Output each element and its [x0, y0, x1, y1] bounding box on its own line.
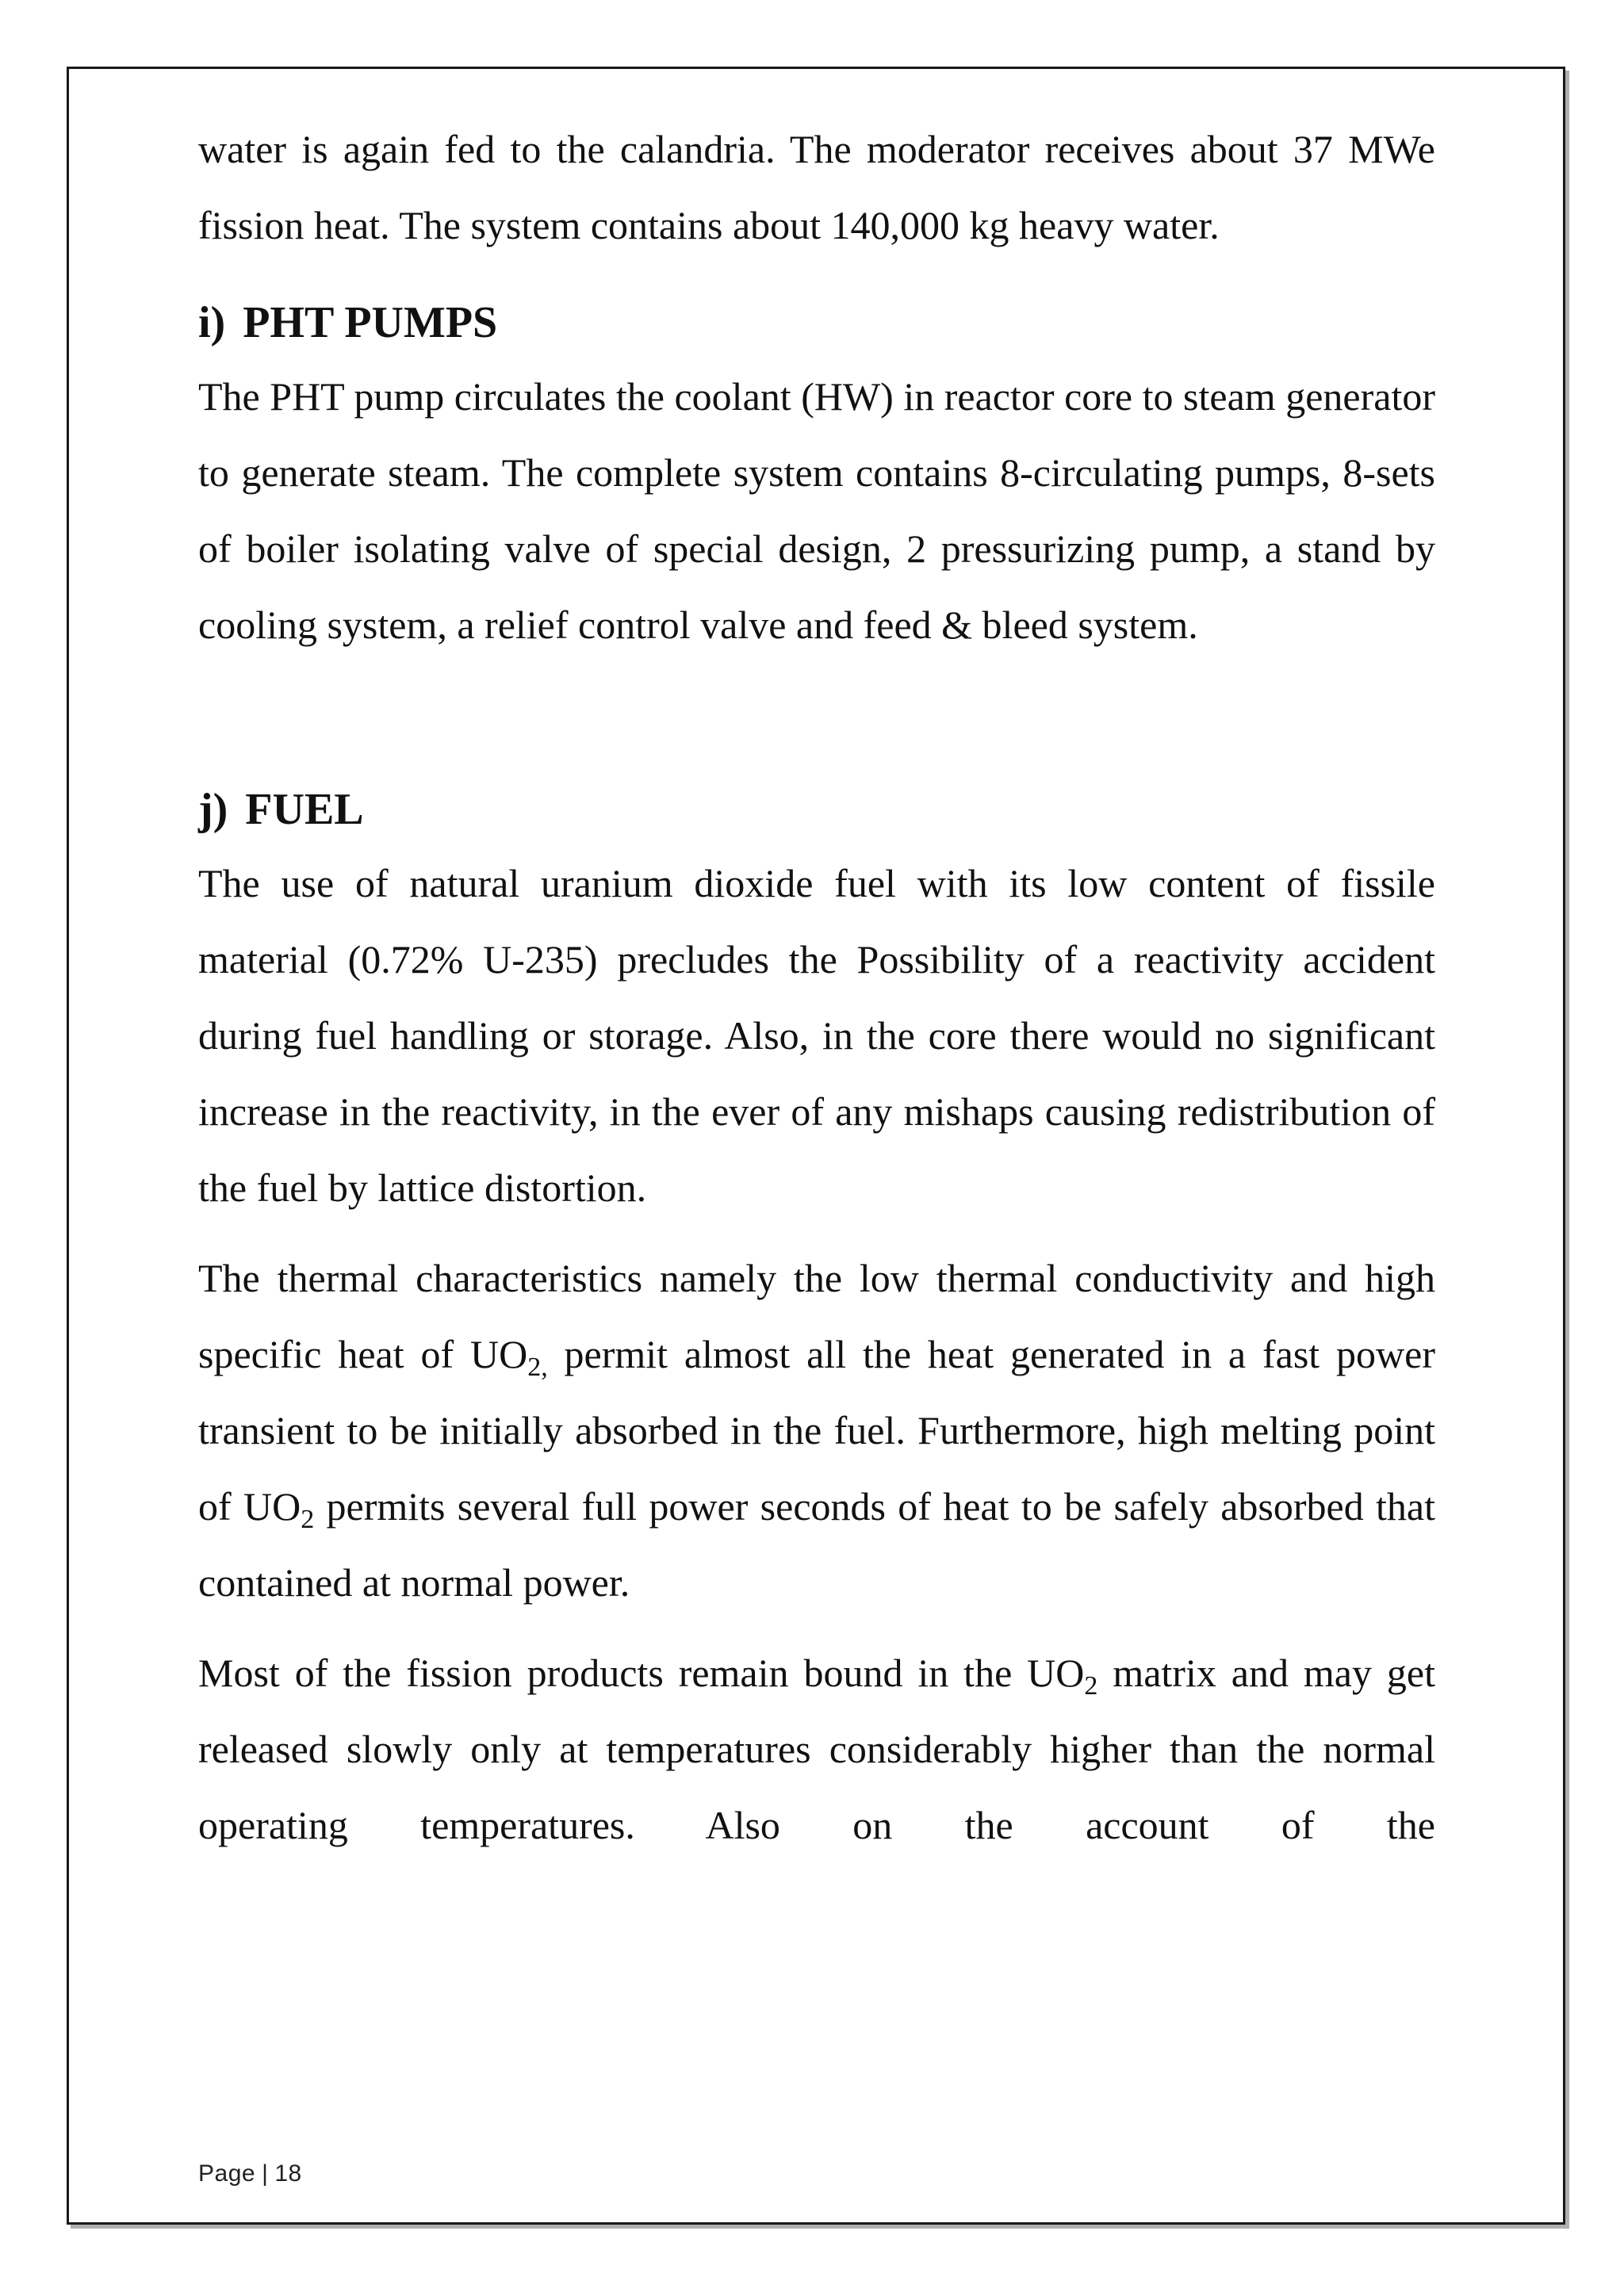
footer-separator: | — [262, 2160, 269, 2187]
subscript: 2 — [1084, 1671, 1098, 1701]
paragraph-text: The thermal characteristics namely the low thermal conductivity and high specific heat of UO — [198, 1256, 1435, 1376]
paragraph-fuel-3 — [198, 1635, 1435, 1863]
paragraph-text: Most of the fission products remain bound in the UO — [198, 1651, 1085, 1695]
section-heading-fuel — [198, 782, 1435, 837]
paragraph-fuel-1 — [198, 845, 1435, 1226]
footer-page-label: Page — [198, 2160, 256, 2187]
paragraph-text: matrix and may get released slowly only at temperatures considerably higher than the normal operating temperatures. Also on the account of the — [198, 1651, 1435, 1847]
document-body — [198, 111, 1435, 1863]
paragraph-pht-pumps — [198, 358, 1435, 663]
paragraph-text: permits several full power seconds of heat to be safely absorbed that contained at normal power. — [198, 1484, 1435, 1605]
subscript: 2 — [301, 1505, 315, 1534]
section-heading-pht-pumps — [198, 295, 1435, 350]
section-marker: i) — [198, 298, 226, 347]
paragraph-moderator — [198, 111, 1435, 263]
paragraph-fuel-2 — [198, 1240, 1435, 1621]
section-marker: j) — [198, 785, 228, 834]
paragraph-text: The use of natural uranium dioxide fuel with its low content of fissile material (0.72% U-235) precludes the Possibility of a reactivity accident during fuel handling or storage. Also, in the core there would no significant increase in the reactivity, in the ever of any mishaps causing redistribution of the fuel by lattice distortion. — [198, 861, 1435, 1210]
paragraph-text: water is again fed to the calandria. The moderator receives about 37 MWe fission heat. The system contains about 140,000 kg heavy water. — [198, 127, 1435, 247]
page-footer — [198, 2160, 302, 2187]
section-title: PHT PUMPS — [243, 298, 498, 347]
subscript: 2, — [527, 1353, 548, 1382]
paragraph-text: permit almost all the heat generated in a fast power transient to be initially absorbed in the fuel. Furthermore, high melting point of UO — [198, 1332, 1435, 1529]
footer-page-number: 18 — [274, 2160, 302, 2187]
section-title: FUEL — [245, 785, 364, 834]
paragraph-text: The PHT pump circulates the coolant (HW) in reactor core to steam generator to generate steam. The complete system contains 8-circulating pumps, 8-sets of boiler isolating valve of special design, 2 pressurizing pump, a stand by cooling system, a relief control valve and feed & bleed system. — [198, 374, 1435, 647]
